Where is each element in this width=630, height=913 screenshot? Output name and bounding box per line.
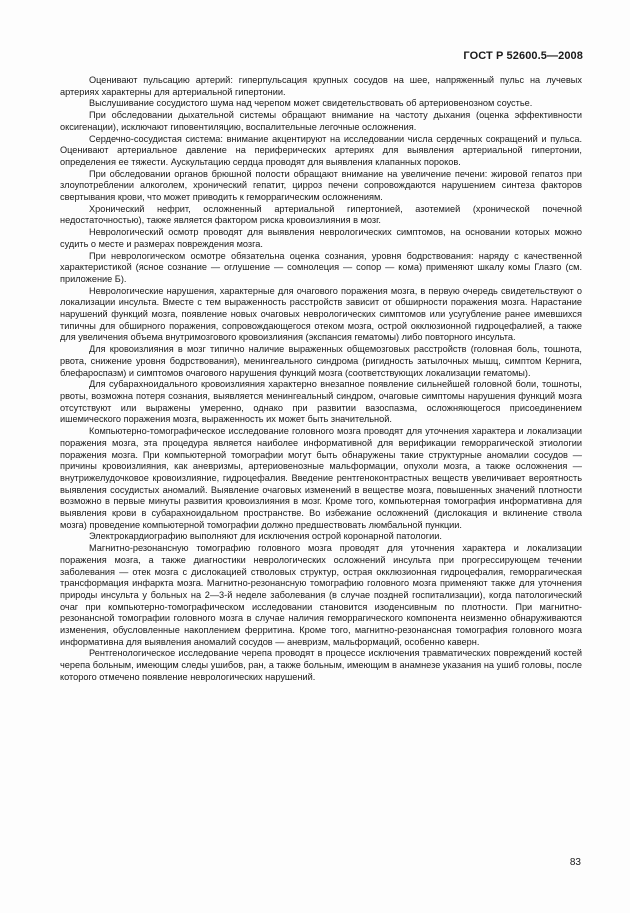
page-number: 83 xyxy=(569,857,581,868)
paragraph: Неврологический осмотр проводят для выявления неврологических симптомов, на основании которых можно судить о месте и размерах повреждения мозга. xyxy=(60,227,582,249)
paragraph: Сердечно-сосудистая система: внимание акцентируют на исследовании числа сердечных сокращений и пульса. Оценивают артериальное давление на периферических артериях для выявления артериальной гипертонии, определения ее тяжести. Аускультацию сердца проводят для выявления клапанных пороков. xyxy=(60,133,582,167)
paragraph: Для кровоизлияния в мозг типично наличие выраженных общемозговых расстройств (головная боль, тошнота, рвота, снижение уровня бодрствования), менингеального синдрома (ригидность затылочных мышц, симптом Кернига, блефароспазм) и симптомов очагового нарушения функций мозга (соответствующих локализации гематомы). xyxy=(60,344,582,378)
paragraph: При обследовании органов брюшной полости обращают внимание на увеличение печени: жировой гепатоз при злоупотреблении алкоголем, хронический гепатит, цирроз печени сопровождаются нарушением синтеза факторов свертывания крови, что может приводить к геморрагическим осложнениям. xyxy=(60,168,582,203)
paragraph: Рентгенологическое исследование черепа проводят в процессе исключения травматических повреждений костей черепа больным, имеющим следы ушибов, ран, а также больным, имеющим в анамнезе указания на ушиб головы, после которого отмечено появление неврологических нарушений. xyxy=(60,648,582,682)
paragraph: Для субарахноидального кровоизлияния характерно внезапное появление сильнейшей головной боли, тошноты, рвоты, возможна потеря сознания, выявляется менингеальный синдром, очаговые симптомы нарушения функций мозга отсутствуют или выражены умеренно, однако при развитии вазоспазма, осложняющегося присоединением ишемического поражения мозга, выраженность их может быть значительной. xyxy=(60,379,582,425)
paragraph: Компьютерно-томографическое исследование головного мозга проводят для уточнения характера и локализации поражения мозга, эта процедура является наиболее информативной для верификации геморрагической этиологии поражения мозга. При компьютерной томографии могут быть обнаружены такие структурные аномалии сосудов — причины кровоизлияния, как аневризмы, артериовенозные мальформации, опухоли мозга, а также осложнения — внутрижелудочковое кровоизлияние, гидроцефалия. Введение рентгеноконтрастных веществ увеличивает вероятность выявления сосудистых аномалий. Выявление очаговых изменений в веществе мозга, повышенных значений плотности возможно в первые минуты развития кровоизлияния в мозг. Кроме того, компьютерная томография информативна для выявления крови в субарахноидальном пространстве. Во избежание осложнений (дислокация и вклинение ствола мозга) проведение компьютерной томографии должно предшествовать люмбальной пункции. xyxy=(60,426,582,530)
paragraph: Хронический нефрит, осложненный артериальной гипертонией, азотемией (хронической почечной недостаточностью), также является фактором риска кровоизлияния в мозг. xyxy=(60,203,582,226)
document-code-header: ГОСТ Р 52600.5—2008 xyxy=(463,50,583,62)
paragraph: Магнитно-резонансную томографию головного мозга проводят для уточнения характера и локализации поражения мозга, а также диагностики неврологических осложнений инсульта при прогрессирующем течении заболевания — отек мозга с дислокацией стволовых структур, острая окклюзионная гидроцефалия, геморрагическая трансформация инфаркта мозга. Магнитно-резонансную томографию головного мозга применяют также для уточнения природы инсульта у больных на 2—3-й неделе заболевания (в случае поздней госпитализации), когда патологический очаг при компьютерно-томографическом исследовании становится изоденсивным по плотности. При магнитно-резонансной томографии головного мозга в случае наличия геморрагического компонента неизменно обнаруживаются изменения, обусловленные накоплением ферритина. Кроме того, магнитно-резонансная томография головного мозга информативна для выявления аномалий сосудов — аневризм, мальформаций, особенно каверн. xyxy=(60,543,582,647)
document-body xyxy=(60,75,582,684)
paragraph: При неврологическом осмотре обязательна оценка сознания, уровня бодрствования: наряду с качественной характеристикой (ясное сознание — оглушение — сомнолеция — сопор — кома) применяют шкалу комы Глазго (см. приложение Б). xyxy=(60,250,582,284)
paragraph: Выслушивание сосудистого шума над черепом может свидетельствовать об артериовенозном соустье. xyxy=(89,98,533,109)
paragraph: Оценивают пульсацию артерий: гиперпульсация крупных сосудов на шее, напряженный пульс на лучевых артериях характерны для артериальной гипертонии. xyxy=(60,75,582,97)
paragraph: Неврологические нарушения, характерные для очагового поражения мозга, в первую очередь свидетельствуют о локализации инсульта. Вместе с тем выраженность расстройств зависит от обширности поражения мозга. Нарастание нарушений функций мозга, появление новых очаговых неврологических симптомов или усугубление ранее имевшихся типичны для обширного поражения, сопровождающегося отеком мозга, острой окклюзионной гидроцефалией, а также для увеличения объема внутримозгового кровоизлияния (экспансия гематомы) либо повторного инсульта. xyxy=(60,285,582,343)
paragraph: Электрокардиографию выполняют для исключения острой коронарной патологии. xyxy=(89,531,442,542)
paragraph: При обследовании дыхательной системы обращают внимание на частоту дыхания (оценка эффективности оксигенации), исключают гиповентиляцию, воспалительные легочные осложнения. xyxy=(60,110,582,132)
